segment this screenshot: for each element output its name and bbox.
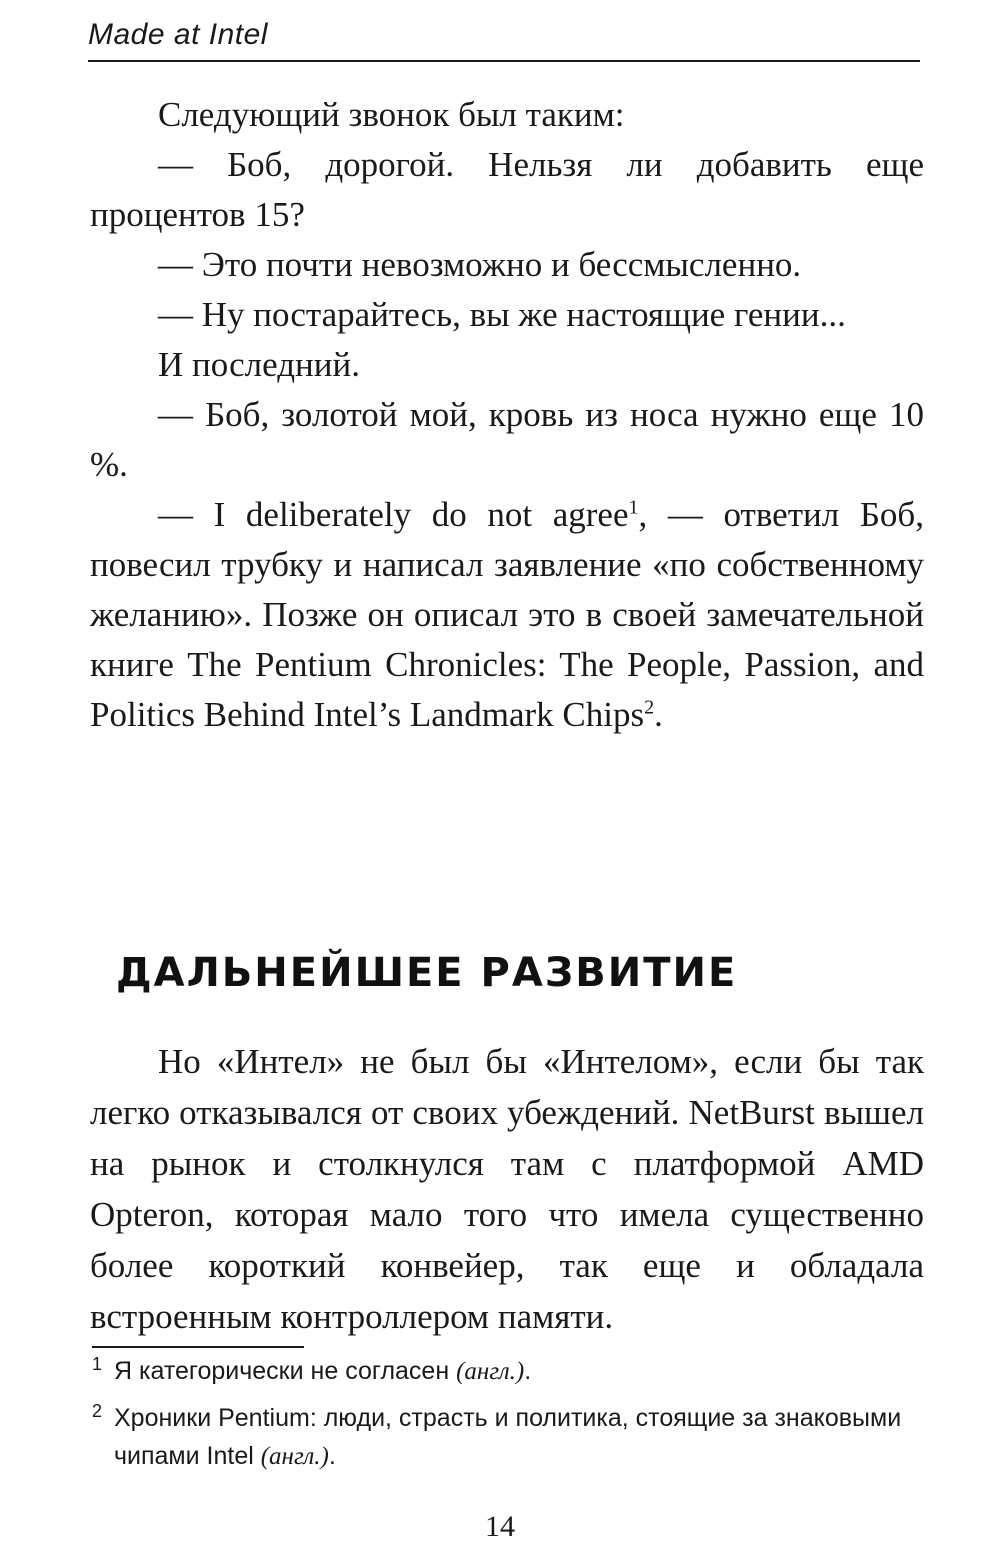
body-text-block-2	[90, 1036, 924, 1342]
footnote-language-note: (англ.)	[456, 1358, 525, 1385]
body-text-block-1	[90, 90, 924, 740]
footnote-ref-2: 2	[644, 696, 655, 719]
footnote-end: .	[328, 1442, 336, 1470]
paragraph-text: — I deliberately do not agree	[158, 495, 629, 534]
paragraph	[90, 490, 924, 740]
paragraph-text: , — ответил Боб, повесил трубку и написал заявление «по собственному желанию». Позже он описал это в своей замечательной книге The Pentium Chronicles: The People, Passion, and Politics Behind Intel’s Landmark Chips	[90, 495, 924, 734]
paragraph: — Боб, золотой мой, кровь из носа нужно еще 10 %.	[90, 395, 924, 484]
running-header: Made at Intel	[88, 18, 268, 51]
footnotes	[92, 1352, 912, 1484]
paragraph: И последний.	[158, 345, 360, 384]
paragraph: Но «Интел» не был бы «Интелом», если бы так легко отказывался от своих убеждений. NetBurst вышел на рынок и столкнулся там с платформой AMD Opteron, которая мало того что имела существенно более короткий конвейер, так еще и обладала встроенным контроллером памяти.	[90, 1042, 924, 1336]
paragraph: — Ну постарайтесь, вы же настоящие гении...	[158, 295, 846, 334]
footnote-text: Я категорически не согласен	[114, 1357, 457, 1385]
footnote-language-note: (англ.)	[260, 1443, 329, 1470]
page-number: 14	[485, 1510, 515, 1543]
footnote-text: Хроники Pentium: люди, страсть и политика, стоящие за знаковыми чипами Intel	[114, 1404, 902, 1470]
footnote-1: 1 Я категорически не согласен (англ.).	[92, 1353, 532, 1385]
footnote-2: 2 Хроники Pentium: люди, страсть и политика, стоящие за знаковыми чипами Intel (англ.).	[92, 1400, 902, 1470]
paragraph-text: .	[654, 695, 663, 734]
section-heading: ДАЛЬНЕЙШЕЕ РАЗВИТИЕ	[116, 950, 738, 996]
footnote-rule	[92, 1346, 304, 1348]
paragraph: Следующий звонок был таким:	[158, 95, 625, 134]
paragraph: — Боб, дорогой. Нельзя ли добавить еще процентов 15?	[90, 145, 924, 234]
paragraph: — Это почти невозможно и бессмысленно.	[158, 245, 802, 284]
footnote-ref-1: 1	[628, 496, 639, 519]
footnote-end: .	[524, 1357, 532, 1385]
header-rule	[88, 60, 920, 62]
